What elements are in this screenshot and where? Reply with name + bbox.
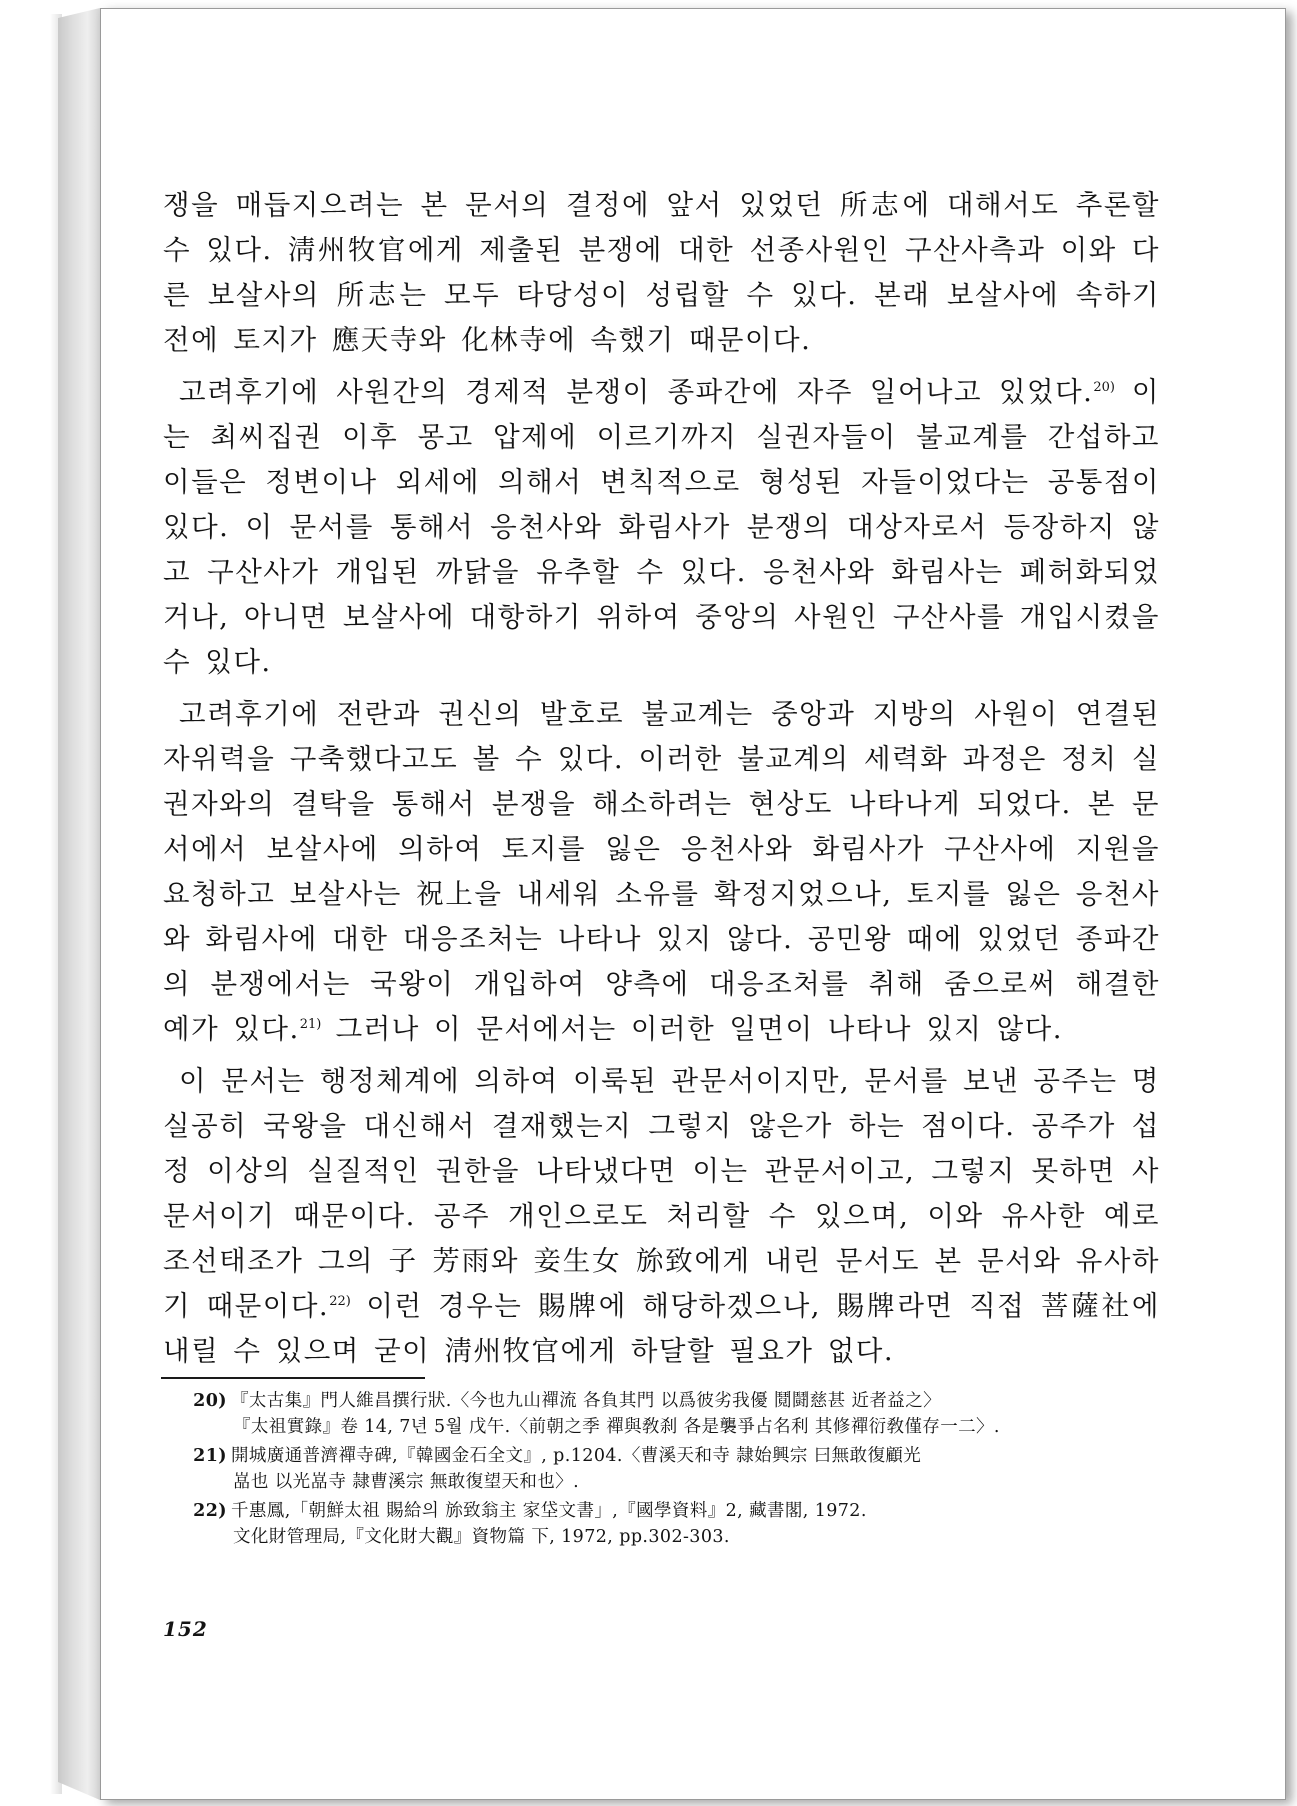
footnotes (175, 1388, 1165, 1553)
footnote (175, 1498, 1165, 1550)
footnote-line: 嵓也 以光嵓寺 隷曹溪宗 無敢復望天和也〉. (233, 1472, 580, 1492)
page-number: 152 (163, 1617, 208, 1641)
footnote-ref: 20) (1093, 379, 1116, 395)
footnote-line: 文化財管理局,『文化財大觀』資物篇 下, 1972, pp.302-303. (233, 1527, 730, 1547)
paragraph-text: 쟁을 매듭지으려는 본 문서의 결정에 앞서 있었던 所志에 대해서도 추론할 수 있다. 淸州牧官에게 제출된 분쟁에 대한 선종사원인 구산사측과 이와 다른 보살사의 所志는 모두 타당성이 성립할 수 있다. 본래 보살사에 속하기 전에 토지가 應天寺와 化林寺에 속했기 때문이다. (163, 189, 1160, 356)
main-text (163, 183, 1160, 1381)
footnote-ref: 22) (329, 1293, 351, 1309)
paragraph-text: 이 문서는 행정체계에 의하여 이룩된 관문서이지만, 문서를 보낸 공주는 명실공히 국왕을 대신해서 결재했는지 그렇지 않은가 하는 점이다. 공주가 섭정 이상의 실질적인 권한을 나타냈다면 이는 관문서이고, 그렇지 못하면 사문서이기 때문이다. 공주 개인으로도 처리할 수 있으며, 이와 유사한 예로 조선태조가 그의 子 芳雨와 妾生女 旀致에게 내린 문서도 본 문서와 유사하기 때문이다. (163, 1065, 1160, 1322)
footnote-number: 21) (193, 1446, 227, 1466)
paragraph (163, 1059, 1160, 1374)
footnote (175, 1443, 1165, 1495)
footnote-line: 開城廣通普濟禪寺碑,『韓國金石全文』, p.1204.〈曹溪天和寺 隷始興宗 曰無敢復顧光 (231, 1446, 922, 1466)
paragraph (163, 370, 1160, 685)
paragraph-text: 이는 최씨집권 이후 몽고 압제에 이르기까지 실권자들이 불교계를 간섭하고 이들은 정변이나 외세에 의해서 변칙적으로 형성된 자들이었다는 공통점이 있다. 이 문서를 통해서 응천사와 화림사가 분쟁의 대상자로서 등장하지 않고 구산사가 개입된 까닭을 유추할 수 있다. 응천사와 화림사는 폐허화되었거나, 아니면 보살사에 대항하기 위하여 중앙의 사원인 구산사를 개입시켰을 수 있다. (163, 376, 1160, 678)
footnote-line: 千惠鳳,「朝鮮太祖 賜給의 旀致翁主 家垈文書」,『國學資料』2, 藏書閣, 1972. (231, 1501, 867, 1521)
footnote-divider (161, 1377, 425, 1379)
footnote-ref: 21) (299, 1016, 322, 1032)
footnote-number: 22) (193, 1501, 227, 1521)
paragraph-text: 그러나 이 문서에서는 이러한 일면이 나타나 있지 않다. (335, 1013, 1063, 1045)
paragraph (163, 183, 1160, 363)
paragraph (163, 692, 1160, 1052)
paragraph-text: 고려후기에 전란과 권신의 발호로 불교계는 중앙과 지방의 사원이 연결된 자위력을 구축했다고도 볼 수 있다. 이러한 불교계의 세력화 과정은 정치 실권자와의 결탁을 통해서 분쟁을 해소하려는 현상도 나타나게 되었다. 본 문서에서 보살사에 의하여 토지를 잃은 응천사와 화림사가 구산사에 지원을 요청하고 보살사는 祝上을 내세워 소유를 확정지었으나, 토지를 잃은 응천사와 화림사에 대한 대응조처는 나타나 있지 않다. 공민왕 때에 있었던 종파간의 분쟁에서는 국왕이 개입하여 양측에 대응조처를 취해 줌으로써 해결한 예가 있다. (163, 698, 1160, 1045)
footnote (175, 1388, 1165, 1440)
footnote-number: 20) (193, 1391, 227, 1411)
book-spine-edge (58, 8, 100, 1800)
paragraph-text: 고려후기에 사원간의 경제적 분쟁이 종파간에 자주 일어나고 있었다. (179, 376, 1094, 408)
footnote-line: 『太古集』門人維昌撰行狀.〈今也九山禪流 各負其門 以爲彼劣我優 鬩鬪慈甚 近者益之〉 (231, 1391, 942, 1411)
footnote-line: 『太祖實錄』卷 14, 7년 5월 戊午.〈前朝之季 禪與敎刹 各是襲爭占名利 其修禪衍敎僅存一二〉. (233, 1417, 1000, 1437)
paragraph-text: 이런 경우는 賜牌에 해당하겠으나, 賜牌라면 직접 菩薩社에 내릴 수 있으며 굳이 淸州牧官에게 하달할 필요가 없다. (163, 1290, 1160, 1367)
